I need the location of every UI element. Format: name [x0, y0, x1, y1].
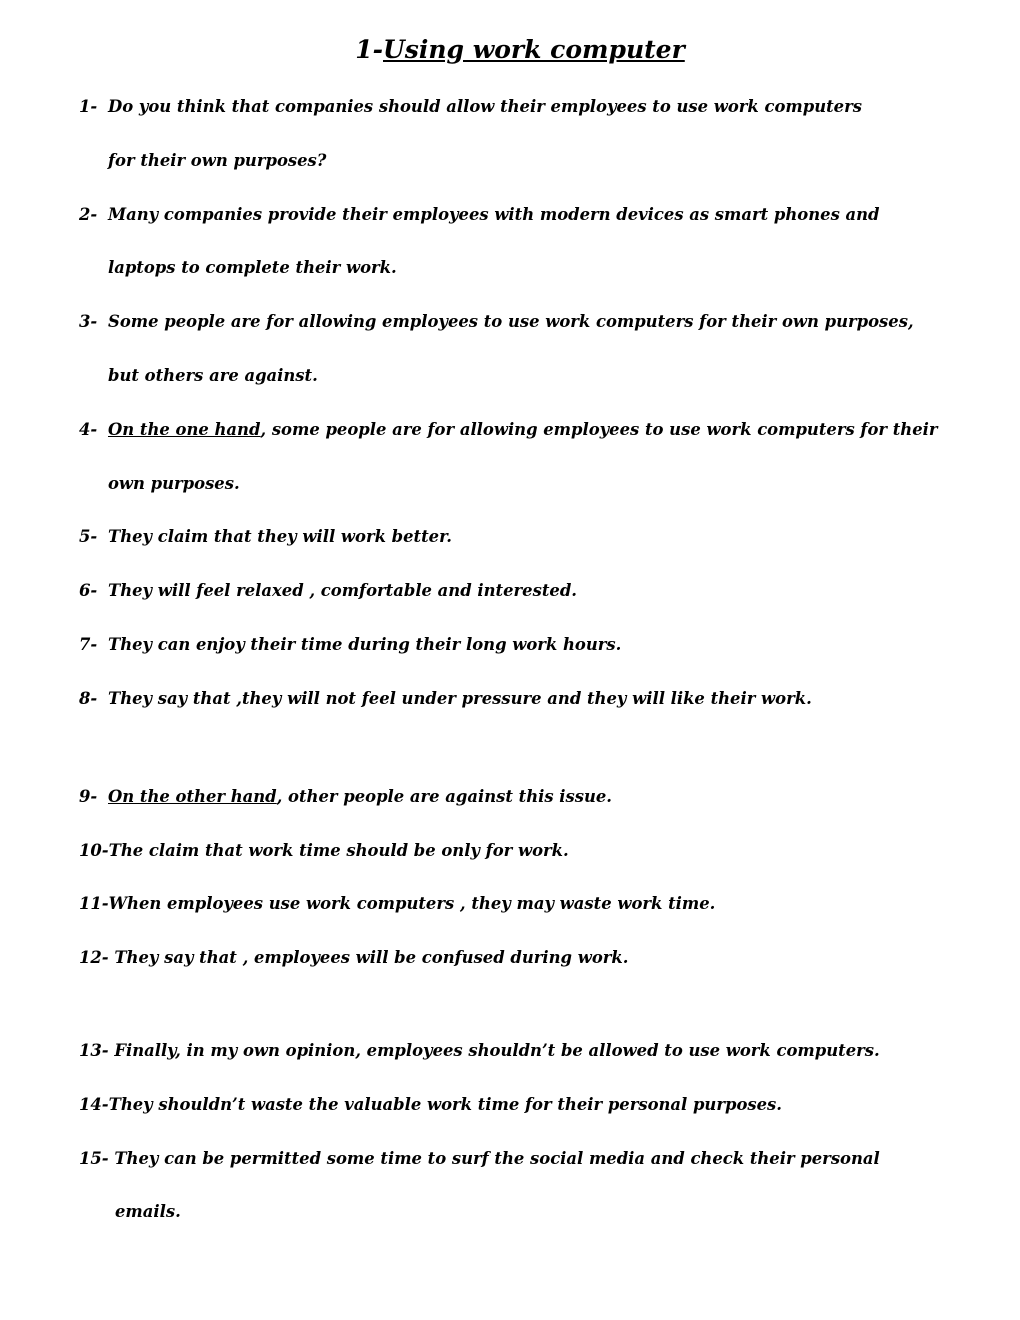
list-item-8: [79, 688, 812, 710]
list-item-4: [79, 419, 938, 441]
item-text: Some people are for allowing employees to use work computers for their own purposes,: [108, 312, 914, 331]
item-emphasis: On the other hand: [108, 787, 277, 806]
list-item-15-continuation: emails.: [115, 1202, 181, 1221]
item-text: They claim that they will work better.: [108, 527, 452, 546]
list-item-1-continuation: for their own purposes?: [108, 151, 327, 170]
item-number: 5-: [79, 527, 98, 546]
item-text: , other people are against this issue.: [276, 787, 613, 806]
item-number: 1-: [79, 97, 98, 116]
list-item-10: [79, 840, 569, 862]
list-item-9: [79, 786, 612, 808]
list-item-3-continuation: but others are against.: [108, 366, 318, 385]
item-text: They can be permitted some time to surf the social media and check their personal: [108, 1149, 880, 1168]
list-item-3: [79, 311, 914, 333]
page-title: [0, 30, 1020, 70]
item-text: , some people are for allowing employees to use work computers for their: [260, 420, 938, 439]
item-number: 11-: [79, 894, 109, 913]
item-number: 13-: [79, 1041, 109, 1060]
list-item-6: [79, 580, 577, 602]
list-item-4-continuation: own purposes.: [108, 474, 240, 493]
item-number: 8-: [79, 689, 98, 708]
item-number: 6-: [79, 581, 98, 600]
item-text: They can enjoy their time during their long work hours.: [108, 635, 622, 654]
item-text: Many companies provide their employees with modern devices as smart phones and: [108, 205, 880, 224]
item-text: They say that ,they will not feel under pressure and they will like their work.: [108, 689, 812, 708]
item-number: 15-: [79, 1149, 109, 1168]
item-number: 7-: [79, 635, 98, 654]
item-text: Finally, in my own opinion, employees shouldn’t be allowed to use work computers.: [108, 1041, 880, 1060]
item-text: Do you think that companies should allow their employees to use work computers: [108, 97, 862, 116]
item-number: 12-: [79, 948, 109, 967]
list-item-5: [79, 526, 452, 548]
list-item-2-continuation: laptops to complete their work.: [108, 258, 397, 277]
list-item-15: [79, 1148, 880, 1170]
item-number: 14-: [79, 1095, 109, 1114]
item-text: They will feel relaxed , comfortable and interested.: [108, 581, 577, 600]
item-number: 2-: [79, 205, 98, 224]
list-item-11: [79, 893, 715, 915]
list-item-14: [79, 1094, 782, 1116]
list-item-2: [79, 204, 880, 226]
item-number: 9-: [79, 787, 98, 806]
list-item-7: [79, 634, 621, 656]
item-emphasis: On the one hand: [108, 420, 261, 439]
list-item-1: [79, 96, 862, 118]
title-number: 1-: [355, 35, 383, 64]
item-text: They shouldn’t waste the valuable work time for their personal purposes.: [108, 1095, 782, 1114]
item-number: 3-: [79, 312, 98, 331]
item-number: 4-: [79, 420, 98, 439]
list-item-12: [79, 947, 628, 969]
title-text: Using work computer: [383, 35, 685, 64]
item-number: 10-: [79, 841, 109, 860]
list-item-13: [79, 1040, 880, 1062]
item-text: The claim that work time should be only for work.: [108, 841, 569, 860]
item-text: When employees use work computers , they may waste work time.: [108, 894, 716, 913]
item-text: They say that , employees will be confused during work.: [108, 948, 629, 967]
